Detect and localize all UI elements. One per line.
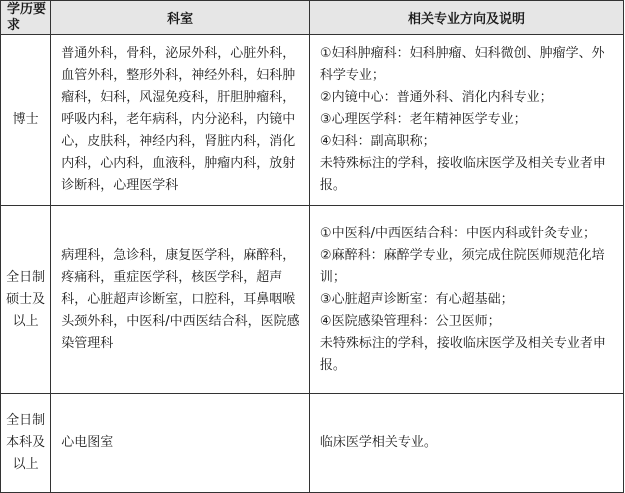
table-row xyxy=(1,206,624,394)
header-department: 科室 xyxy=(51,1,310,35)
row-departments: 心电图室 xyxy=(51,394,310,493)
note-line: 未特殊标注的学科，接收临床医学及相关专业者申报。 xyxy=(319,335,606,373)
note-line: ④医院感染管理科：公卫医师； xyxy=(319,313,501,329)
note-line: ②麻醉科：麻醉学专业，须完成住院医师规范化培训； xyxy=(319,247,605,285)
note-line: 未特殊标注的学科，接收临床医学及相关专业者申报。 xyxy=(319,156,606,193)
note-line: ②内镜中心：普通外科、消化内科专业； xyxy=(319,90,553,105)
header-row xyxy=(1,1,624,35)
header-related-major: 相关专业方向及说明 xyxy=(309,1,623,35)
note-line: ③心理医学科：老年精神医学专业； xyxy=(319,112,527,127)
table-row xyxy=(1,394,624,493)
row-level-master: 全日制硕士及以上 xyxy=(1,206,51,394)
row-notes xyxy=(309,394,623,493)
row-departments: 病理科，急诊科，康复医学科，麻醉科，疼痛科，重症医学科，核医学科，超声科，心脏超声诊断室，口腔科，耳鼻咽喉头颈外科，中医科/中西医结合科，医院感染管理科 xyxy=(51,206,310,394)
note-line: ④妇科：副高职称； xyxy=(319,134,436,149)
note-line: 临床医学相关专业。 xyxy=(319,435,437,450)
row-departments: 普通外科，骨科，泌尿外科，心脏外科，血管外科，整形外科，神经外科，妇科肿瘤科，妇科，风湿免疫科，肝胆肿瘤科，呼吸内科，老年病科，内分泌科，内镜中心，皮肤科，神经内科，肾脏内科，消化内科，心内科，血液科，肿瘤内科，放射诊断科，心理医学科 xyxy=(51,35,310,206)
header-education-requirement: 学历要求 xyxy=(1,1,51,35)
note-line: ③心脏超声诊断室：有心超基础； xyxy=(319,291,514,307)
note-line: ①中医科/中西医结合科：中医内科或针灸专业； xyxy=(319,225,596,241)
row-notes xyxy=(309,206,623,394)
table-row xyxy=(1,35,624,206)
row-level-phd: 博士 xyxy=(1,35,51,206)
row-notes xyxy=(309,35,623,206)
row-level-bachelor: 全日制本科及以上 xyxy=(1,394,51,493)
note-line: ①妇科肿瘤科：妇科肿瘤、妇科微创、肿瘤学、外科学专业； xyxy=(319,46,605,83)
